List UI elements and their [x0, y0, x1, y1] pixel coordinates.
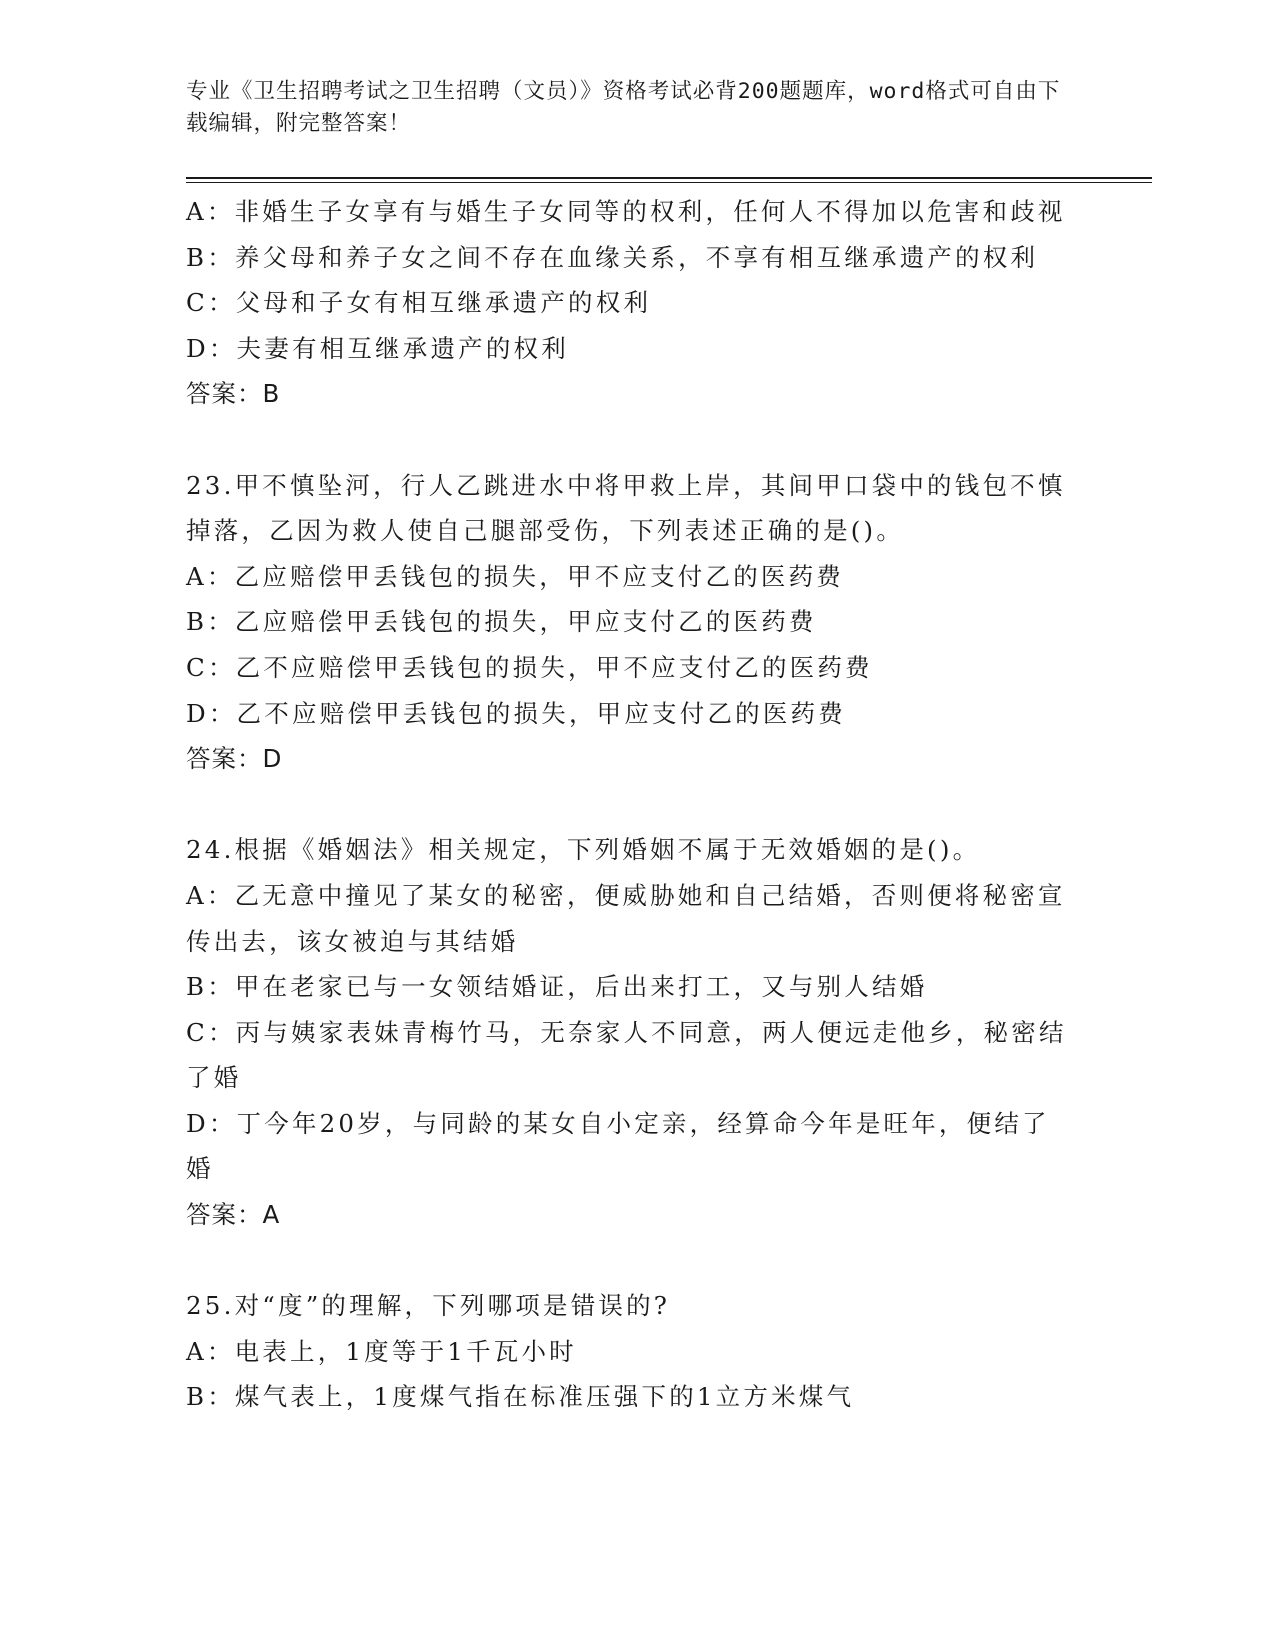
- spacer: [186, 1238, 1076, 1284]
- header-rule-thin: [186, 182, 1152, 183]
- question-25-block: [186, 1283, 1076, 1420]
- q24-option-b: B：甲在老家已与一女领结婚证，后出来打工，又与别人结婚: [186, 972, 928, 1002]
- document-content: [186, 189, 1076, 1420]
- q22-option-c: C：父母和子女有相互继承遗产的权利: [186, 288, 652, 318]
- q25-question: 25.对“度”的理解，下列哪项是错误的?: [186, 1291, 671, 1321]
- q22-answer: 答案：B: [186, 379, 281, 409]
- q25-option-b: B：煤气表上，1度煤气指在标准压强下的1立方米煤气: [186, 1382, 855, 1412]
- q22-option-a: A：非婚生子女享有与婚生子女同等的权利，任何人不得加以危害和歧视: [186, 197, 1066, 226]
- header-rule-thick: [186, 177, 1152, 179]
- q24-option-a: A：乙无意中撞见了某女的秘密，便威胁她和自己结婚，否则便将秘密宣传出去，该女被迫与其结婚: [186, 880, 1066, 956]
- q23-option-b: B：乙应赔偿甲丢钱包的损失，甲应支付乙的医药费: [186, 607, 817, 637]
- q24-option-c: C：丙与姨家表妹青梅竹马，无奈家人不同意，两人便远走他乡，秘密结了婚: [186, 1017, 1067, 1093]
- question-23-block: [186, 463, 1076, 782]
- q22-option-d: D：夫妻有相互继承遗产的权利: [186, 333, 569, 363]
- q23-option-d: D：乙不应赔偿甲丢钱包的损失，甲应支付乙的医药费: [186, 698, 846, 728]
- document-header: 专业《卫生招聘考试之卫生招聘（文员）》资格考试必背200题题库，word格式可自由下载编辑，附完整答案！: [186, 79, 1061, 136]
- question-22-block: [186, 189, 1076, 417]
- q23-question: 23.甲不慎坠河，行人乙跳进水中将甲救上岸，其间甲口袋中的钱包不慎掉落，乙因为救人使自己腿部受伤，下列表述正确的是()。: [186, 470, 1066, 546]
- q24-answer: 答案：A: [186, 1200, 281, 1230]
- q23-answer: 答案：D: [186, 744, 283, 774]
- q24-question: 24.根据《婚姻法》相关规定，下列婚姻不属于无效婚姻的是()。: [186, 835, 981, 865]
- q23-option-c: C：乙不应赔偿甲丢钱包的损失，甲不应支付乙的医药费: [186, 652, 873, 682]
- q25-option-a: A：电表上，1度等于1千瓦小时: [186, 1336, 577, 1366]
- q22-option-b: B：养父母和养子女之间不存在血缘关系，不享有相互继承遗产的权利: [186, 242, 1039, 272]
- spacer: [186, 782, 1076, 828]
- q24-option-d: D：丁今年20岁，与同龄的某女自小定亲，经算命今年是旺年，便结了婚: [186, 1108, 1050, 1184]
- question-24-block: [186, 827, 1076, 1237]
- spacer: [186, 417, 1076, 463]
- q23-option-a: A：乙应赔偿甲丢钱包的损失，甲不应支付乙的医药费: [186, 561, 844, 591]
